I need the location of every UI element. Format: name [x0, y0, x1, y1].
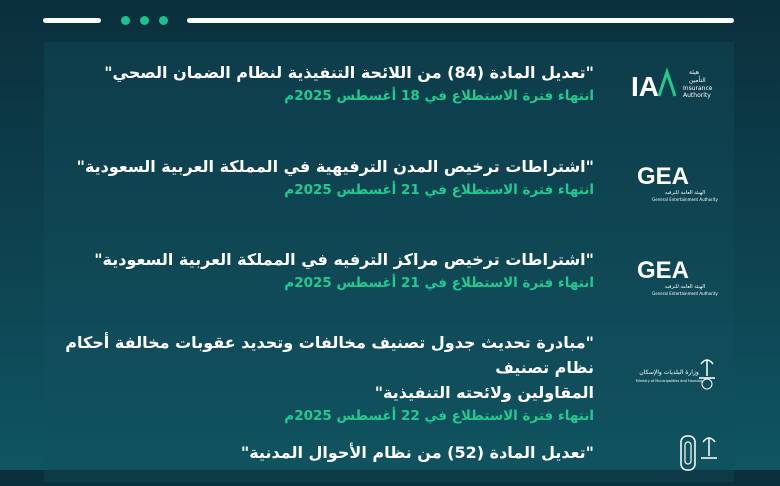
logo-line: Ministry of Municipalities and Housing — [635, 379, 703, 383]
survey-text — [34, 60, 594, 107]
logo-line: الهيئة العامة للترفيه — [664, 190, 706, 196]
header-decoration — [0, 0, 780, 44]
saudi-emblem-logo-icon — [629, 428, 727, 486]
decor-bar-long — [187, 18, 734, 23]
survey-title: "مبادرة تحديث جدول تصنيف مخالفات وتحديد عقوبات مخالفة أحكام نظام تصنيف — [65, 333, 594, 377]
logo-line: الهيئة العامة للترفيه — [664, 284, 706, 290]
emblem — [701, 438, 717, 458]
survey-deadline: انتهاء فترة الاستطلاع في 21 أغسطس 2025م — [284, 275, 594, 291]
logo-line: وزارة البلديات والإسكان — [639, 369, 699, 376]
emblem — [699, 360, 715, 378]
logo-line: التأمين — [689, 77, 706, 84]
logo-line: هيئة — [689, 69, 700, 76]
survey-title: "تعديل المادة (84) من اللائحة التنفيذية لنظام الضمان الصحي" — [104, 63, 594, 82]
decor-dot — [140, 16, 149, 25]
insurance-authority-logo-icon — [629, 58, 727, 116]
gea-logo-icon — [629, 244, 727, 302]
survey-title: المقاولين ولائحته التنفيذية" — [374, 383, 594, 402]
logo-line: Authority — [683, 92, 711, 99]
survey-text — [34, 247, 594, 294]
survey-text — [34, 440, 594, 465]
survey-text — [34, 154, 594, 201]
fingerprint-shape — [681, 436, 695, 470]
survey-title: "اشتراطات ترخيص المدن الترفيهية في المملكة العربية السعودية" — [76, 157, 594, 176]
logo-line: Insurance — [683, 85, 713, 92]
logo-accent — [659, 72, 675, 96]
gea-logo-icon — [629, 150, 727, 208]
survey-deadline: انتهاء فترة الاستطلاع في 18 أغسطس 2025م — [284, 88, 594, 104]
survey-deadline: انتهاء فترة الاستطلاع في 22 أغسطس 2025م — [284, 408, 594, 424]
ministry-municipalities-logo-icon — [629, 342, 727, 400]
decor-bar-short — [43, 18, 101, 23]
decor-dot — [159, 16, 168, 25]
logo-line: General Entertainment Authority — [652, 291, 718, 296]
logo-line: General Entertainment Authority — [652, 197, 718, 202]
survey-text — [34, 330, 594, 427]
decor-dot — [121, 16, 130, 25]
survey-deadline: انتهاء فترة الاستطلاع في 21 أغسطس 2025م — [284, 182, 594, 198]
logo-mark: GEA — [637, 257, 690, 284]
survey-title: "تعديل المادة (52) من نظام الأحوال المدنية" — [240, 443, 594, 462]
survey-title: "اشتراطات ترخيص مراكز الترفيه في المملكة العربية السعودية" — [94, 250, 594, 269]
emblem-seal — [702, 379, 712, 389]
logo-mark: IA — [631, 71, 659, 102]
logo-mark: GEA — [637, 163, 690, 190]
